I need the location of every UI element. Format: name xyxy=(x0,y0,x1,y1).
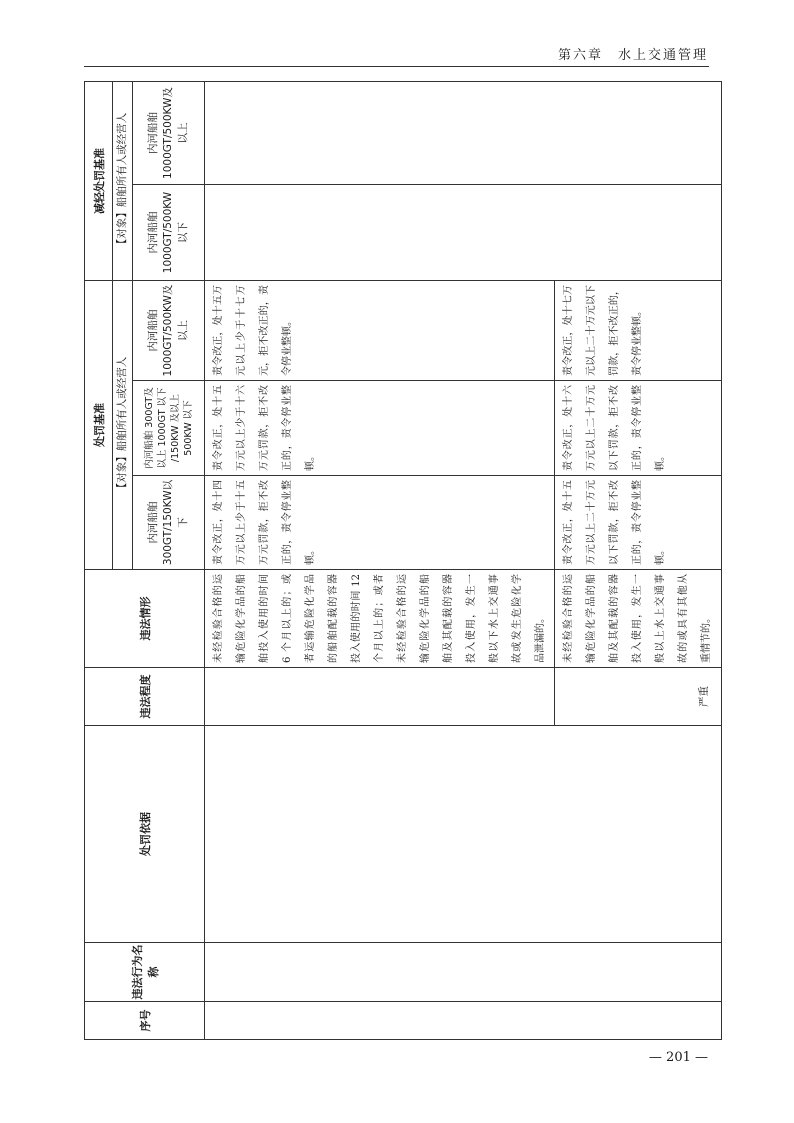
penalty-table xyxy=(84,81,722,1040)
cell-penalty-small: 责令改正，处十五万元以上二十万元以下罚款，拒不改正的，责令停业整顿。 xyxy=(555,476,722,570)
cell-penalty-medium: 责令改正，处十五万元以上少于十六万元罚款，拒不改正的，责令停业整顿。 xyxy=(205,381,555,476)
col-header-violation-name: 违法行为名称 xyxy=(85,943,205,1002)
rotated-table-wrapper xyxy=(84,82,712,1040)
target-owner-reduced-label: 【对象】船舶所有人或经营人 xyxy=(113,82,133,281)
cell-penalty-medium: 责令改正，处十六万元以上二十万元以下罚款，拒不改正的，责令停业整顿。 xyxy=(555,381,722,476)
cell-reduced-below xyxy=(205,185,722,281)
cell-violation-name xyxy=(205,943,722,1002)
cell-circumstance: 未经检验合格的运输危险化学品的船舶投入使用的时间 6 个月以上的；或者运输危险化学品的船舶配载的容器投入使用的时间 12 个月以上的；或者未经检验合格的运输危险化学品的船舶及其配载的容器投入使用，发生一般以下水上交通事故或发生危险化学品泄漏的。 xyxy=(205,570,555,668)
col-header-serial: 序号 xyxy=(85,1002,205,1040)
vessel-class-medium: 内河船舶 300GT及以上 1000GT 以下 /150KW 及以上500KW 以下 xyxy=(133,381,205,476)
cell-degree xyxy=(205,668,555,726)
cell-degree: 严重 xyxy=(555,668,722,726)
target-owner-label: 【对象】船舶所有人或经营人 xyxy=(113,281,133,570)
table-row xyxy=(205,82,555,1040)
running-header: 第六章 水上交通管理 xyxy=(557,48,708,63)
header-rule xyxy=(84,66,709,67)
vessel-class-reduced-above: 内河船舶1000GT/500KW及以上 xyxy=(133,82,205,185)
cell-circumstance: 未经检验合格的运输危险化学品的船舶及其配载的容器投入使用，发生一般以上水上交通事故的或具有其他从重情节的。 xyxy=(555,570,722,668)
vessel-class-reduced-below: 内河船舶1000GT/500KW以下 xyxy=(133,185,205,281)
cell-penalty-small: 责令改正，处十四万元以上少于十五万元罚款，拒不改正的，责令停业整顿。 xyxy=(205,476,555,570)
cell-reduced-above xyxy=(205,82,722,185)
cell-legal-basis xyxy=(205,726,722,943)
vessel-class-small: 内河船舶300GT/150KW以下 xyxy=(133,476,205,570)
col-header-legal-basis: 处罚依据 xyxy=(85,726,205,943)
col-header-violation-degree: 违法程度 xyxy=(85,668,205,726)
vessel-class-large: 内河船舶1000GT/500KW及以上 xyxy=(133,281,205,381)
cell-penalty-large: 责令改正，处十七万元以上二十万元以下罚款，拒不改正的，责令停业整顿。 xyxy=(555,281,722,381)
page-number: — 201 — xyxy=(648,1050,708,1065)
col-header-reduced-penalty: 减轻处罚基准 xyxy=(85,82,113,281)
cell-penalty-large: 责令改正，处十五万元以上少于十七万元，拒不改正的，责令停业整顿。 xyxy=(205,281,555,381)
cell-serial xyxy=(205,1002,722,1040)
col-header-violation-circumstance: 违法情形 xyxy=(85,570,205,668)
col-header-penalty-standard: 处罚基准 xyxy=(85,281,113,570)
